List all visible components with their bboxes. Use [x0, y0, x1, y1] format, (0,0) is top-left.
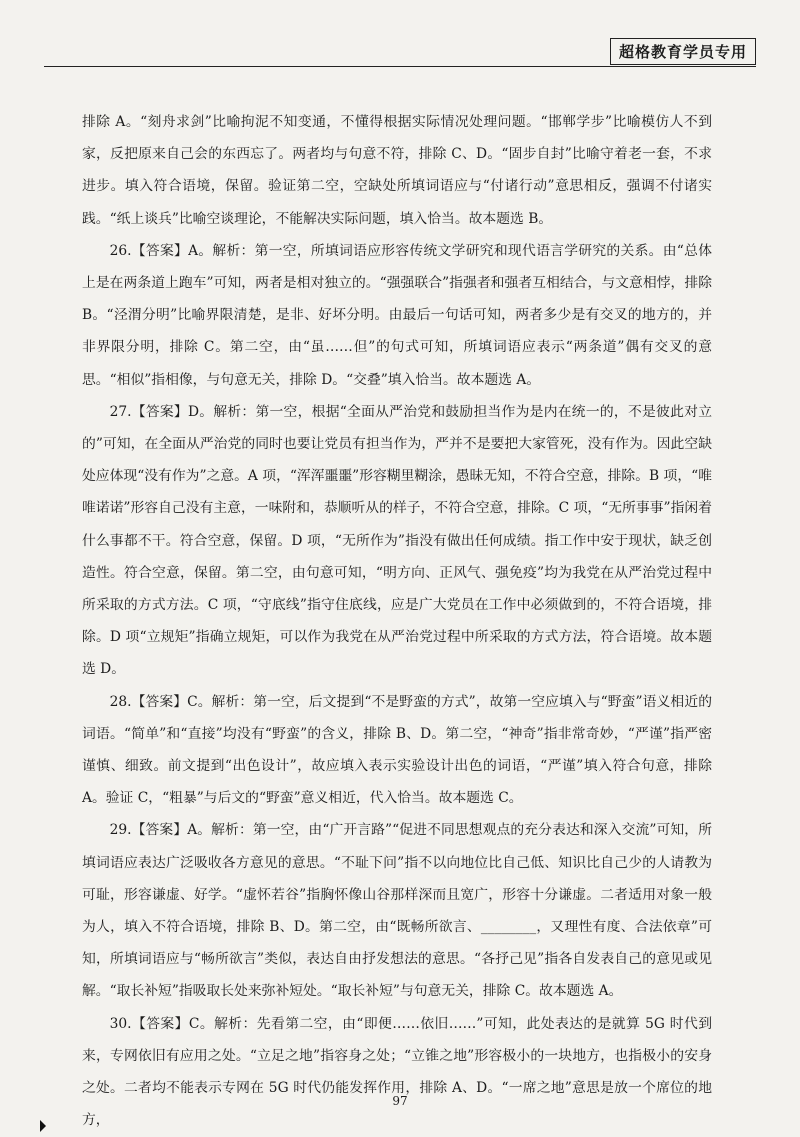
paragraph-q29: 29.【答案】A。解析：第一空，由“广开言路”“促进不同思想观点的充分表达和深入交流”可知，所填词语应表达广泛吸收各方意见的意思。“不耻下问”指不以向地位比自己低、知识比自己少的人请教为可耻，形容谦虚、好学。“虚怀若谷”指胸怀像山谷那样深而且宽广，形容十分谦虚。二者适用对象一般为人，填入不符合语境，排除 B、D。第二空，由“既畅所欲言、________，又理性有度、合法依章”可知，所填词语应与“畅所欲言”类似，表达自由抒发想法的意思。“各抒己见”指各自发表自己的意见或见解。“取长补短”指吸取长处来弥补短处。“取长补短”与句意无关，排除 C。故本题选 A。: [82, 822, 712, 1000]
paragraph-q28: 28.【答案】C。解析：第一空，后文提到“不是野蛮的方式”，故第一空应填入与“野蛮”语义相近的词语。“简单”和“直接”均没有“野蛮”的含义，排除 B、D。第二空，“神奇”指非常奇妙，“严谨”指严密谨慎、细致。前文提到“出色设计”，故应填入表示实验设计出色的词语，“严谨”填入符合句意，排除 A。验证 C，“粗暴”与后文的“野蛮”意义相近，代入恰当。故本题选 C。: [82, 693, 712, 807]
answer-explanations: [82, 106, 712, 1137]
paragraph-continued-answer: 排除 A。“刻舟求剑”比喻拘泥不知变通，不懂得根据实际情况处理问题。“邯郸学步”比喻模仿人不到家，反把原来自己会的东西忘了。两者均与句意不符，排除 C、D。“固步自封”比喻守着老一套，不求进步。填入符合语境，保留。验证第二空，空缺处所填词语应与“付诸行动”意思相反，强调不付诸实践。“纸上谈兵”比喻空谈理论，不能解决实际问题，填入恰当。故本题选 B。: [82, 114, 712, 227]
header-rule: [44, 66, 756, 67]
page-number: 97: [392, 1094, 408, 1108]
paragraph-q30: 30.【答案】C。解析：先看第二空，由“即便……依旧……”可知，此处表达的是就算 5G 时代到来，专网依旧有应用之处。“立足之地”指容身之处；“立锥之地”形容极小的一块地方，也指极小的安身之处。二者均不能表示专网在 5G 时代仍能发挥作用，排除 A、D。“一席之地”意思是放一个席位的地方，: [82, 1015, 712, 1129]
exclusive-use-badge: 超格教育学员专用: [610, 38, 756, 65]
paragraph-q27: 27.【答案】D。解析：第一空，根据“全面从严治党和鼓励担当作为是内在统一的，不是彼此对立的”可知，在全面从严治党的同时也要让党员有担当作为，严并不是要把大家管死，没有作为。因此空缺处应体现“没有作为”之意。A 项，“浑浑噩噩”形容糊里糊涂，愚昧无知，不符合空意，排除。B 项，“唯唯诺诺”形容自己没有主意，一味附和，恭顺听从的样子，不符合空意，排除。C 项，“无所事事”指闲着什么事都不干。符合空意，保留。D 项，“无所作为”指没有做出任何成绩。指工作中安于现状，缺乏创造性。符合空意，保留。第二空，由句意可知，“明方向、正风气、强免疫”均为我党在从严治党过程中所采取的方式方法。C 项，“守底线”指守住底线，应是广大党员在工作中必须做到的，不符合语境，排除。D 项“立规矩”指确立规矩，可以作为我党在从严治党过程中所采取的方式方法，符合语境。故本题选 D。: [82, 403, 712, 678]
page-corner-mark: [40, 1120, 46, 1132]
paragraph-q26: 26.【答案】A。解析：第一空，所填词语应形容传统文学研究和现代语言学研究的关系。由“总体上是在两条道上跑车”可知，两者是相对独立的。“强强联合”指强者和强者互相结合，与文意相悖，排除 B。“泾渭分明”比喻界限清楚，是非、好坏分明。由最后一句话可知，两者多少是有交叉的地方的，并非界限分明，排除 C。第二空，由“虽……但”的句式可知，所填词语应表示“两条道”偶有交叉的意思。“相似”指相像，与句意无关，排除 D。“交叠”填入恰当。故本题选 A。: [82, 242, 712, 388]
